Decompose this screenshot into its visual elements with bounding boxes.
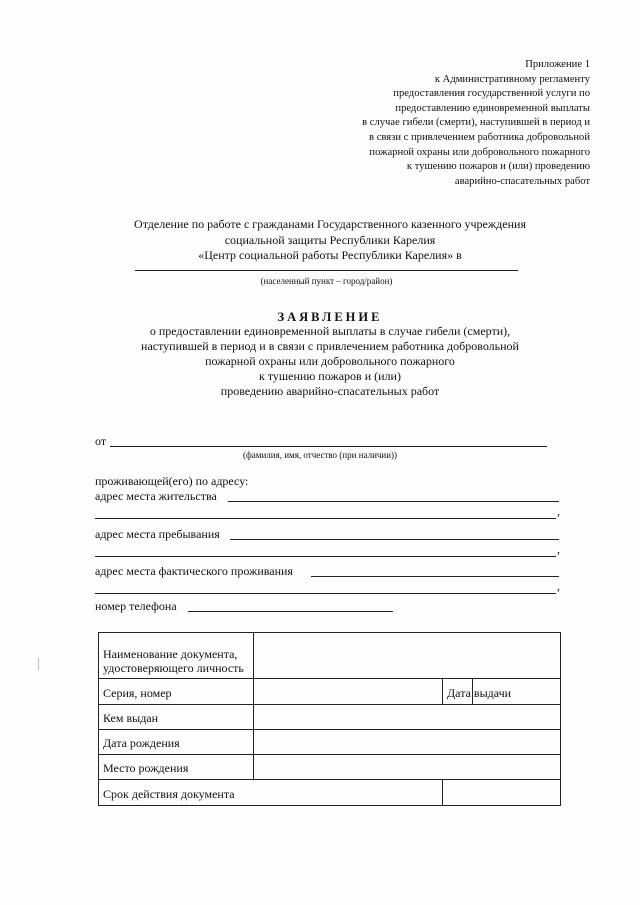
comma-mark: , [557, 542, 560, 556]
document-name-label: Наименование документа, удостоверяющего личность [99, 633, 254, 679]
series-number-cell[interactable] [254, 679, 443, 705]
actual-address-field-2[interactable] [95, 593, 556, 594]
comma-mark: , [557, 504, 560, 518]
appendix-line: предоставления государственной услуги по [393, 88, 590, 100]
comma-mark: , [557, 579, 560, 593]
birth-place-label: Место рождения [99, 755, 254, 780]
subject-line: проведению аварийно-спасательных работ [220, 384, 440, 398]
table-row [99, 679, 561, 705]
subject-line: о предоставлении единовременной выплаты в случае гибели (смерти), [149, 324, 511, 338]
stay-address-field[interactable] [230, 539, 559, 540]
document-name-cell[interactable] [254, 633, 561, 679]
from-label: от [95, 434, 107, 448]
appendix-line: в случае гибели (смерти), наступившей в период и [362, 117, 590, 129]
scan-artifact [38, 658, 39, 670]
table-row [99, 755, 561, 780]
residence-address-field[interactable] [228, 501, 559, 502]
appendix-line: предоставлению единовременной выплаты [395, 102, 590, 114]
department-addressee [95, 217, 565, 264]
appendix-line: пожарной охраны или добровольного пожарного [369, 146, 590, 158]
appendix-line: аварийно-спасательных работ [454, 175, 590, 187]
statement-title: ЗАЯВЛЕНИЕ [277, 310, 383, 324]
subject-line: пожарной охраны или добровольного пожарного [205, 354, 455, 368]
issue-date-label: Дата выдачи [443, 679, 473, 705]
birth-place-cell[interactable] [254, 755, 561, 780]
applicant-name-caption: (фамилия, имя, отчество (при наличии)) [242, 450, 398, 460]
appendix-line: в связи с привлечением работника добровольной [369, 131, 590, 143]
validity-label: Срок действия документа [99, 780, 443, 806]
statement-subject [95, 324, 565, 399]
subject-line: к тушению пожаров и (или) [259, 369, 401, 383]
phone-label: номер телефона [95, 599, 177, 613]
applicant-name-field[interactable] [110, 446, 547, 447]
residing-label: проживающей(его) по адресу: [95, 474, 249, 488]
identity-document-table [98, 632, 561, 806]
issued-by-cell[interactable] [254, 705, 561, 730]
residence-address-label: адрес места жительства [95, 489, 217, 503]
table-row [99, 705, 561, 730]
issued-by-label: Кем выдан [99, 705, 254, 730]
appendix-line: к тушению пожаров и (или) проведению [406, 161, 590, 173]
birth-date-cell[interactable] [254, 730, 561, 755]
appendix-line: Приложение 1 [525, 59, 590, 70]
department-line: «Центр социальной работы Республики Карелия» в [198, 248, 462, 262]
appendix-line: к Административному регламенту [434, 73, 590, 85]
validity-cell[interactable] [443, 780, 561, 806]
appendix-header [290, 58, 590, 189]
table-row [99, 780, 561, 806]
department-line: социальной защиты Республики Карелия [224, 232, 436, 247]
residence-address-field-2[interactable] [95, 518, 556, 519]
settlement-field[interactable] [135, 270, 518, 271]
table-row [99, 633, 561, 679]
subject-line: наступившей в период и в связи с привлечением работника добровольной [141, 339, 519, 353]
series-number-label: Серия, номер [99, 679, 254, 705]
actual-address-label: адрес места фактического проживания [95, 564, 293, 578]
actual-address-field[interactable] [311, 576, 559, 577]
table-row [99, 730, 561, 755]
stay-address-field-2[interactable] [95, 556, 556, 557]
phone-field[interactable] [188, 611, 393, 612]
stay-address-label: адрес места пребывания [95, 527, 220, 541]
department-line: Отделение по работе с гражданами Государственного казенного учреждения [134, 217, 526, 231]
birth-date-label: Дата рождения [99, 730, 254, 755]
settlement-caption: (населенный пункт – город/район) [260, 276, 393, 286]
